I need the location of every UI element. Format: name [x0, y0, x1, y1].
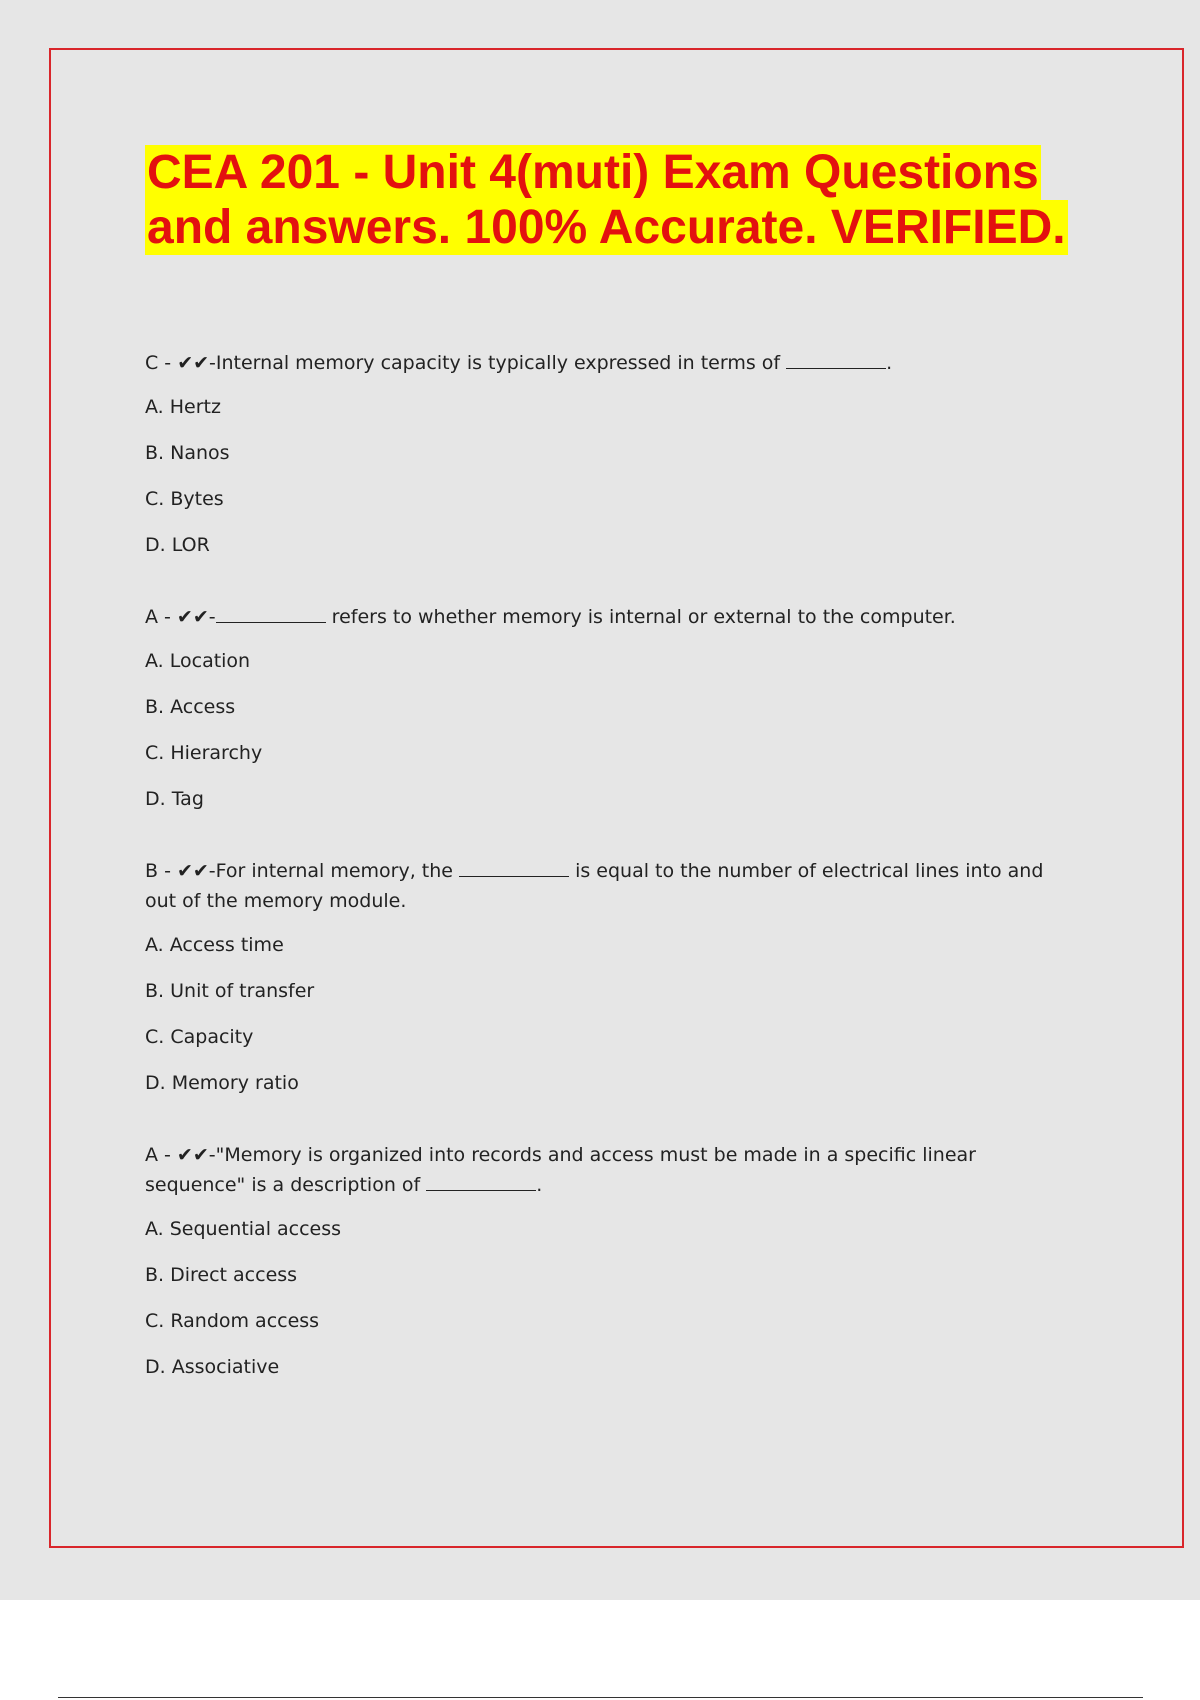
option-b: B. Access — [145, 696, 236, 718]
question-prefix: A - ✔✔- — [145, 606, 216, 628]
option-a: A. Sequential access — [145, 1218, 342, 1240]
question-1 — [145, 348, 1075, 560]
question-prefix: A - ✔✔-"Memory is organized into records and access must be made in a specific linear sequence" is a description of — [145, 1144, 976, 1196]
question-4 — [145, 1140, 1075, 1382]
option-d: D. Associative — [145, 1356, 280, 1378]
option-d: D. Memory ratio — [145, 1072, 299, 1094]
question-2 — [145, 602, 1075, 814]
answer-blank — [459, 858, 569, 877]
option-a: A. Hertz — [145, 396, 221, 418]
document-title — [145, 145, 1095, 255]
question-text — [145, 1140, 1075, 1200]
title-line-2: and answers. 100% Accurate. VERIFIED. — [147, 201, 1066, 254]
question-suffix: refers to whether memory is internal or external to the computer. — [325, 606, 956, 628]
option-b: B. Direct access — [145, 1264, 298, 1286]
answer-blank — [426, 1172, 536, 1191]
option-b: B. Nanos — [145, 442, 230, 464]
question-prefix: C - ✔✔-Internal memory capacity is typically expressed in terms of — [145, 352, 787, 374]
question-suffix: . — [536, 1174, 543, 1196]
question-text — [145, 602, 1075, 632]
question-text — [145, 348, 1075, 378]
option-c: C. Capacity — [145, 1026, 254, 1048]
option-c: C. Bytes — [145, 488, 224, 510]
answer-blank — [786, 350, 886, 369]
footer-divider — [58, 1697, 1143, 1698]
option-d: D. LOR — [145, 534, 210, 556]
option-a: A. Access time — [145, 934, 284, 956]
question-text — [145, 856, 1075, 916]
answer-blank — [216, 604, 326, 623]
question-prefix: B - ✔✔-For internal memory, the — [145, 860, 460, 882]
option-c: C. Random access — [145, 1310, 320, 1332]
question-3 — [145, 856, 1075, 1098]
question-suffix: is equal to the number of electrical lines into and out of the memory module. — [145, 860, 1044, 912]
questions-list — [145, 348, 1075, 1424]
option-b: B. Unit of transfer — [145, 980, 315, 1002]
option-a: A. Location — [145, 650, 251, 672]
question-suffix: . — [886, 352, 893, 374]
title-line-1: CEA 201 - Unit 4(muti) Exam Questions — [147, 146, 1039, 199]
option-d: D. Tag — [145, 788, 204, 810]
option-c: C. Hierarchy — [145, 742, 263, 764]
